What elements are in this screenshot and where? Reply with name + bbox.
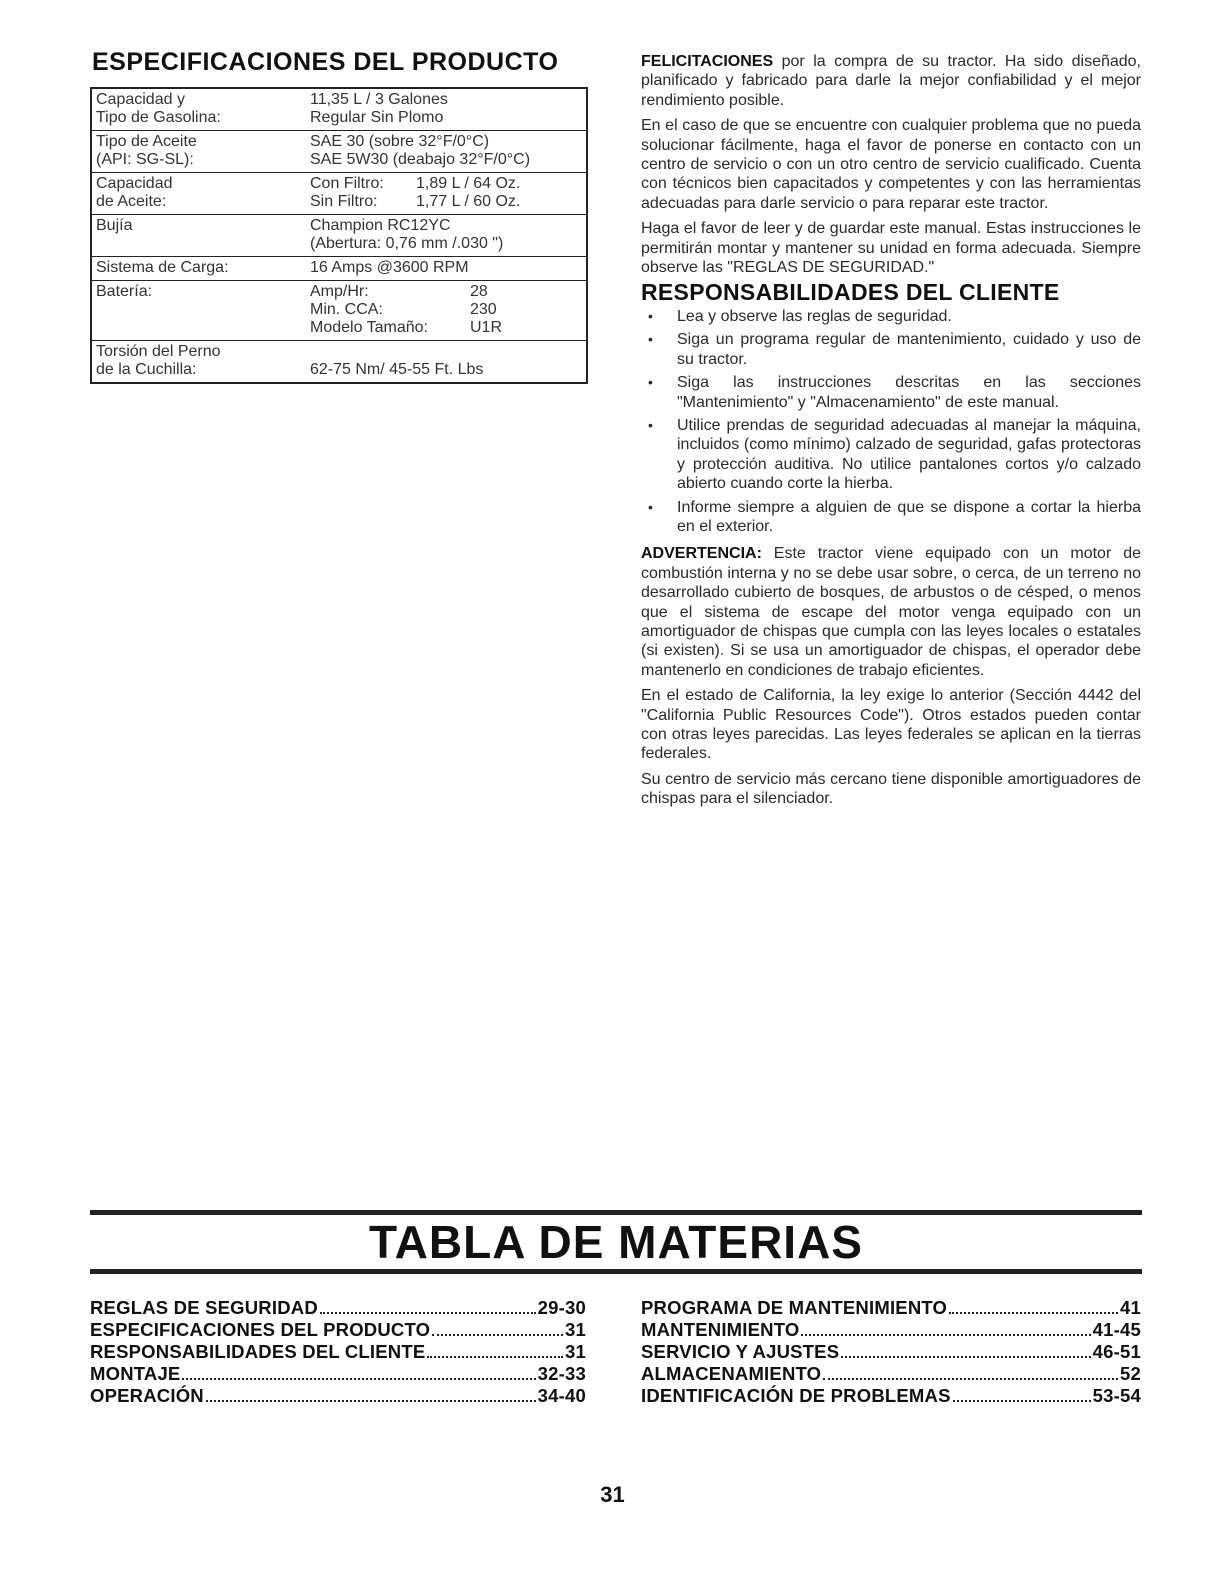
specifications-table (90, 87, 588, 384)
spec-row-blade-torque (92, 341, 586, 383)
toc-entry[interactable]: ALMACENAMIENTO 52 (641, 1363, 1141, 1384)
spec-label: Tipo de Aceite (API: SG-SL): (96, 133, 197, 168)
list-item: • Lea y observe las reglas de seguridad. (641, 307, 1141, 326)
spark-arrester-paragraph: Su centro de servicio más cercano tiene disponible amortiguadores de chispas para el silenciador. (641, 770, 1141, 808)
spec-value: 11,35 L / 3 Galones Regular Sin Plomo (310, 91, 448, 126)
spec-row-battery (92, 281, 586, 341)
responsibilities-title: RESPONSABILIDADES DEL CLIENTE (641, 279, 1060, 306)
specifications-title: ESPECIFICACIONES DEL PRODUCTO (92, 48, 559, 76)
toc-entry[interactable]: PROGRAMA DE MANTENIMIENTO 41 (641, 1297, 1141, 1318)
spec-row-fuel (92, 89, 586, 131)
toc-right-column (641, 1297, 1141, 1407)
page-number: 31 (600, 1482, 625, 1507)
list-item: • Siga las instrucciones descritas en las secciones "Mantenimiento" y "Almacenamiento" de este manual. (641, 373, 1141, 412)
spec-label: Bujía (96, 217, 133, 234)
spec-label: Sistema de Carga: (96, 259, 229, 276)
spec-label: Capacidad de Aceite: (96, 175, 173, 210)
list-item: • Utilice prendas de seguridad adecuadas al manejar la máquina, incluidos (como mínimo) calzado de seguridad, gafas protectoras y protección auditiva. No utilice pantalones cortos y/o calzado abierto cuando corte la hierba. (641, 416, 1141, 494)
toc-entry[interactable]: ESPECIFICACIONES DEL PRODUCTO 31 (90, 1319, 586, 1340)
toc-entry[interactable]: SERVICIO Y AJUSTES 46-51 (641, 1341, 1141, 1362)
congratulations-paragraph: FELICITACIONES por la compra de su tractor. Ha sido diseñado, planificado y fabricado para darle la mejor confiabilidad y el mejor rendimiento posible. (641, 53, 1141, 109)
spec-row-spark-plug (92, 215, 586, 257)
specifications-section (90, 48, 588, 384)
spec-label: Capacidad y Tipo de Gasolina: (96, 91, 221, 126)
spec-label: Torsión del Perno de la Cuchilla: (96, 343, 221, 378)
toc-entry[interactable]: REGLAS DE SEGURIDAD 29-30 (90, 1297, 586, 1318)
spec-label: Batería: (96, 283, 153, 300)
divider (90, 1269, 1142, 1274)
spec-value: Champion RC12YC (Abertura: 0,76 mm /.030 ") (310, 217, 504, 252)
intro-section (641, 52, 1141, 815)
list-item: • Informe siempre a alguien de que se dispone a cortar la hierba en el exterior. (641, 498, 1141, 537)
spec-value: Con Filtro: 1,89 L / 64 Oz. Sin Filtro: 1,77 L / 60 Oz. (310, 175, 521, 210)
spec-value: 62-75 Nm/ 45-55 Ft. Lbs (310, 361, 484, 378)
spec-row-oil-capacity (92, 173, 586, 215)
toc-entry[interactable]: RESPONSABILIDADES DEL CLIENTE 31 (90, 1341, 586, 1362)
california-paragraph: En el estado de California, la ley exige lo anterior (Sección 4442 del "California Public Resources Code"). Otros estados pueden contar con otras leyes parecidas. Las leyes federales se aplican en la tierras federales. (641, 687, 1141, 763)
spec-value: 16 Amps @3600 RPM (310, 259, 469, 276)
warning-paragraph: ADVERTENCIA: Este tractor viene equipado con un motor de combustión interna y no se debe usar sobre, o cerca, de un terreno no desarrollado cubierto de bosques, de arbustos o de césped, o menos que el sistema de escape del motor venga equipado con un amortiguador de chispas que cumpla con las leyes locales o estatales (si existen). Si se usa un amortiguador de chispas, el operador debe mantenerlo en condiciones de trabajo eficientes. (641, 545, 1141, 679)
spec-value: Amp/Hr: 28 Min. CCA: 230 Modelo Tamaño: U1R (310, 283, 503, 336)
toc-left-column (90, 1297, 586, 1407)
spec-row-charging (92, 257, 586, 281)
list-item: • Siga un programa regular de mantenimiento, cuidado y uso de su tractor. (641, 330, 1141, 369)
toc-entry[interactable]: OPERACIÓN 34-40 (90, 1385, 586, 1406)
manual-paragraph: Haga el favor de leer y de guardar este manual. Estas instrucciones le permitirán montar y mantener su unidad en forma adecuada. Siempre observe las "REGLAS DE SEGURIDAD." (641, 220, 1141, 277)
toc-entry[interactable]: MONTAJE 32-33 (90, 1363, 586, 1384)
service-paragraph: En el caso de que se encuentre con cualquier problema que no pueda solucionar fácilmente, haga el favor de ponerse en contacto con un centro de servicio o con un otro centro de servicio cualificado. Cuenta con técnicos bien capacitados y competentes y con las herramientas adecuadas para darle servicio o para reparar este tractor. (641, 117, 1141, 212)
spec-row-oil-type (92, 131, 586, 173)
toc-entry[interactable]: IDENTIFICACIÓN DE PROBLEMAS 53-54 (641, 1385, 1141, 1406)
toc-title: TABLA DE MATERIAS (368, 1216, 863, 1268)
toc-entry[interactable]: MANTENIMIENTO 41-45 (641, 1319, 1141, 1340)
responsibilities-list (641, 307, 1141, 536)
spec-value: SAE 30 (sobre 32°F/0°C) SAE 5W30 (deabajo 32°F/0°C) (310, 133, 531, 168)
